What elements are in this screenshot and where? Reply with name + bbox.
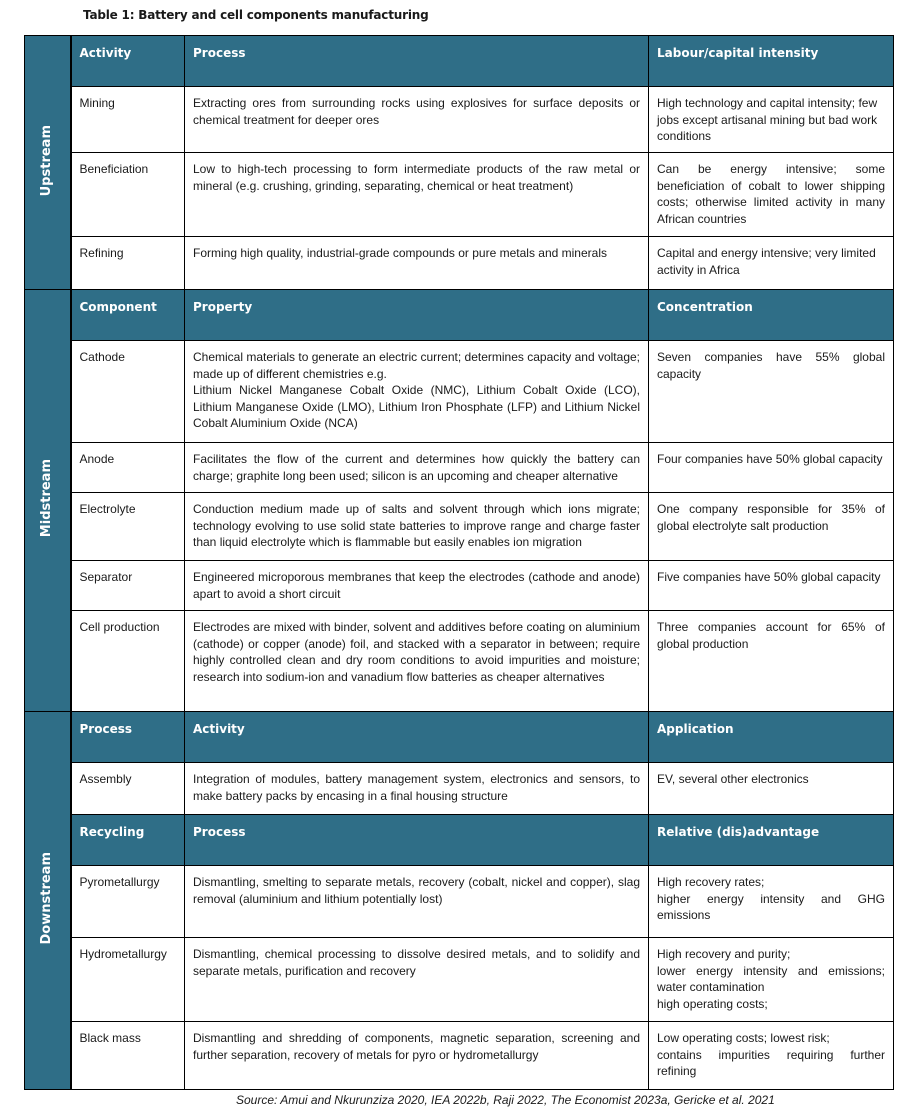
row-name: Anode: [71, 443, 185, 493]
header-cell: Labour/capital intensity: [649, 36, 894, 87]
header-cell: Concentration: [649, 290, 894, 341]
table-row: [25, 1022, 894, 1090]
upstream-header-row: [25, 36, 894, 87]
row-name: Black mass: [71, 1022, 185, 1090]
midstream-header-row: [25, 290, 894, 341]
row-info: Three companies account for 65% of global production: [649, 611, 894, 712]
row-name: Cell production: [71, 611, 185, 712]
row-info-line: high operating costs;: [657, 996, 768, 1011]
row-name: Beneficiation: [71, 153, 185, 237]
row-desc-part: Chemical materials to generate an electric current; determines capacity and voltage; made up of different chemistries e.g.: [193, 350, 640, 381]
header-cell: Relative (dis)advantage: [649, 815, 894, 866]
recycling-header-row: [25, 815, 894, 866]
midstream-section-label: Midstream: [25, 290, 71, 712]
table-row: [25, 87, 894, 153]
row-desc: Integration of modules, battery management system, electronics and sensors, to make battery packs by encasing in a final housing structure: [185, 763, 649, 815]
downstream-header-row: [25, 712, 894, 763]
row-desc-part: Lithium Nickel Manganese Cobalt Oxide (NMC), Lithium Cobalt Oxide (LCO), Lithium Manganese Oxide (LMO), Lithium Iron Phosphate (LFP) and Lithium Nickel Cobalt Aluminium Oxide (NCA): [193, 383, 640, 430]
row-info: [649, 938, 894, 1022]
row-name: Assembly: [71, 763, 185, 815]
row-name: Cathode: [71, 341, 185, 443]
row-desc: Facilitates the flow of the current and determines how quickly the battery can charge; graphite long been used; silicon is an upcoming and cheaper alternative: [185, 443, 649, 493]
row-desc: Conduction medium made up of salts and solvent through which ions migrate; technology evolving to use solid state batteries to improve range and charge faster than liquid electrolyte which is flammable but easily enables ion migration: [185, 493, 649, 561]
row-name: Refining: [71, 237, 185, 290]
row-desc: Dismantling, smelting to separate metals, recovery (cobalt, nickel and copper), slag removal (aluminium and lithium potentially lost): [185, 866, 649, 938]
upstream-section-label: Upstream: [25, 36, 71, 290]
table-title: Table 1: Battery and cell components manufacturing: [83, 8, 429, 22]
header-cell: Activity: [185, 712, 649, 763]
row-name: Electrolyte: [71, 493, 185, 561]
table-row: [25, 763, 894, 815]
table-row: [25, 341, 894, 443]
row-info: EV, several other electronics: [649, 763, 894, 815]
table-row: [25, 611, 894, 712]
table-row: [25, 153, 894, 237]
row-desc: Dismantling, chemical processing to dissolve desired metals, and to solidify and separate metals, purification and recovery: [185, 938, 649, 1022]
header-cell: Process: [185, 36, 649, 87]
header-cell: Process: [185, 815, 649, 866]
components-table: [24, 35, 894, 1090]
row-info-line: lower energy intensity and emissions; water contamination: [657, 963, 885, 994]
row-info: Capital and energy intensive; very limited activity in Africa: [649, 237, 894, 290]
row-info: [649, 866, 894, 938]
header-cell: Process: [71, 712, 185, 763]
source-caption: Source: Amui and Nkurunziza 2020, IEA 2022b, Raji 2022, The Economist 2023a, Gericke et al. 2021: [236, 1093, 775, 1107]
row-desc: Low to high-tech processing to form intermediate products of the raw metal or mineral (e.g. crushing, grinding, separating, chemical or heat treatment): [185, 153, 649, 237]
downstream-section-label: Downstream: [25, 712, 71, 1090]
row-desc: Engineered microporous membranes that keep the electrodes (cathode and anode) apart to avoid a short circuit: [185, 561, 649, 611]
row-info: Five companies have 50% global capacity: [649, 561, 894, 611]
row-info: Four companies have 50% global capacity: [649, 443, 894, 493]
row-info: One company responsible for 35% of global electrolyte salt production: [649, 493, 894, 561]
header-cell: Component: [71, 290, 185, 341]
table-row: [25, 237, 894, 290]
row-info-line: High recovery rates;: [657, 875, 765, 889]
table-row: [25, 443, 894, 493]
row-name: Separator: [71, 561, 185, 611]
row-desc: Electrodes are mixed with binder, solvent and additives before coating on aluminium (cathode) or copper (anode) foil, and stacked with a separator in between; require highly controlled clean and dry room conditions to avoid impurities and moisture; research into sodium-ion and vanadium flow batteries as cheaper alternatives: [185, 611, 649, 712]
table-row: [25, 493, 894, 561]
header-cell: Property: [185, 290, 649, 341]
row-desc: Extracting ores from surrounding rocks using explosives for surface deposits or chemical treatment for deeper ores: [185, 87, 649, 153]
row-name: Mining: [71, 87, 185, 153]
row-desc: Dismantling and shredding of components, magnetic separation, screening and further separation, recovery of metals for pyro or hydrometallurgy: [185, 1022, 649, 1090]
row-info: [649, 1022, 894, 1090]
row-desc: [185, 341, 649, 443]
table-row: [25, 866, 894, 938]
row-name: Hydrometallurgy: [71, 938, 185, 1022]
row-name: Pyrometallurgy: [71, 866, 185, 938]
table-row: [25, 561, 894, 611]
table-row: [25, 938, 894, 1022]
row-info: High technology and capital intensity; few jobs except artisanal mining but bad work conditions: [649, 87, 894, 153]
row-info-line: contains impurities requiring further refining: [657, 1047, 885, 1078]
row-info: Can be energy intensive; some beneficiation of cobalt to lower shipping costs; otherwise limited activity in many African countries: [649, 153, 894, 237]
row-info-line: higher energy intensity and GHG emissions: [657, 891, 885, 922]
header-cell: Activity: [71, 36, 185, 87]
row-info: Seven companies have 55% global capacity: [649, 341, 894, 443]
header-cell: Recycling: [71, 815, 185, 866]
row-info-line: Low operating costs; lowest risk;: [657, 1031, 830, 1045]
row-info-line: High recovery and purity;: [657, 947, 791, 961]
row-desc: Forming high quality, industrial-grade compounds or pure metals and minerals: [185, 237, 649, 290]
header-cell: Application: [649, 712, 894, 763]
